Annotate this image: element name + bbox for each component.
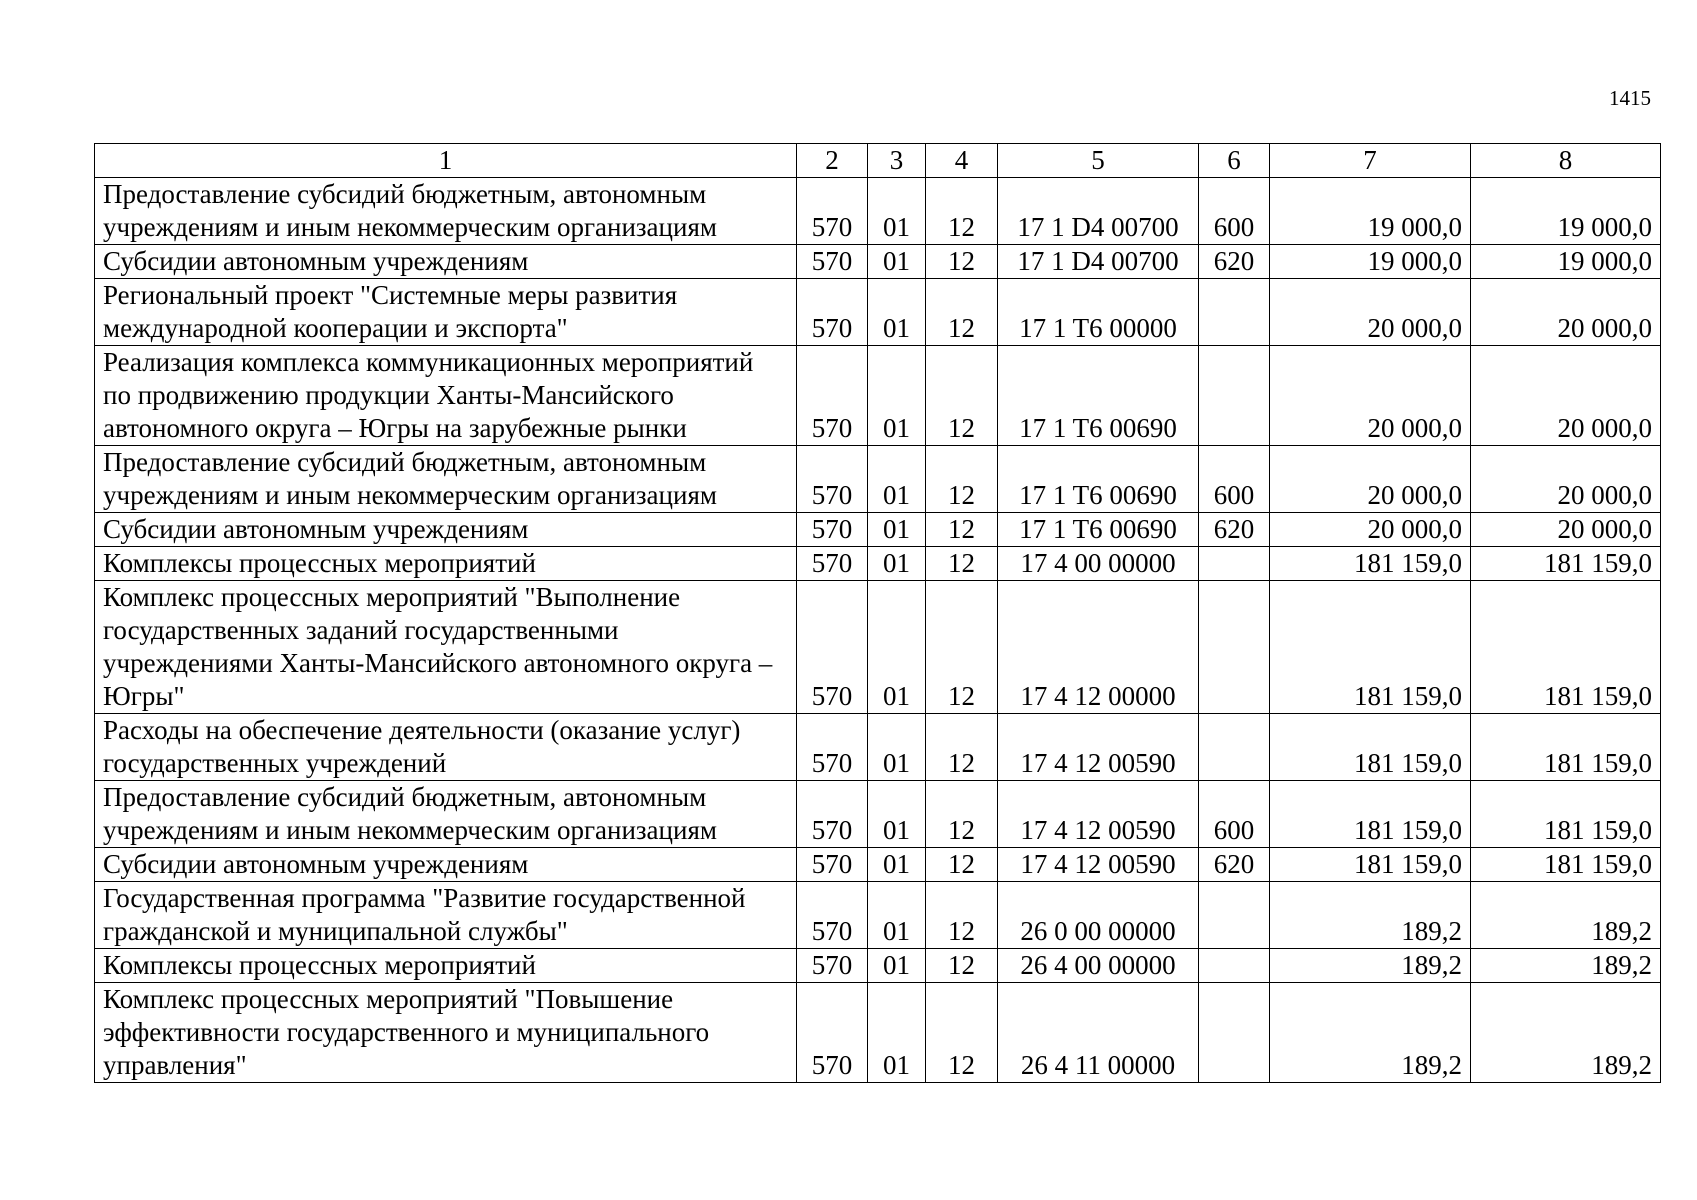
amount-cell: 19 000,0 [1471,245,1661,279]
table-row [95,949,1661,983]
amount-cell: 20 000,0 [1471,513,1661,547]
amount-cell: 181 159,0 [1471,547,1661,581]
amount-cell: 189,2 [1471,983,1661,1083]
table-row [95,714,1661,781]
subsection-code-cell: 12 [926,446,998,513]
expense-type-cell [1199,346,1270,446]
target-article-cell: 17 1 T6 00690 [998,346,1199,446]
amount-cell: 189,2 [1270,983,1471,1083]
amount-cell: 181 159,0 [1471,848,1661,882]
amount-cell: 181 159,0 [1471,714,1661,781]
ministry-code-cell: 570 [797,279,868,346]
expense-type-cell [1199,547,1270,581]
budget-table [94,143,1661,1083]
expense-type-cell: 600 [1199,178,1270,245]
expense-type-cell: 600 [1199,446,1270,513]
table-row [95,781,1661,848]
target-article-cell: 17 4 12 00590 [998,781,1199,848]
ministry-code-cell: 570 [797,346,868,446]
ministry-code-cell: 570 [797,178,868,245]
section-code-cell: 01 [868,547,926,581]
item-name-cell: Комплексы процессных мероприятий [95,949,797,983]
section-code-cell: 01 [868,882,926,949]
target-article-cell: 17 4 12 00590 [998,714,1199,781]
column-header: 1 [95,144,797,178]
amount-cell: 189,2 [1471,949,1661,983]
amount-cell: 19 000,0 [1471,178,1661,245]
target-article-cell: 17 4 12 00000 [998,581,1199,714]
amount-cell: 20 000,0 [1270,279,1471,346]
ministry-code-cell: 570 [797,714,868,781]
table-header [95,144,1661,178]
target-article-cell: 26 0 00 00000 [998,882,1199,949]
ministry-code-cell: 570 [797,848,868,882]
subsection-code-cell: 12 [926,781,998,848]
subsection-code-cell: 12 [926,882,998,949]
table-row [95,245,1661,279]
column-header: 5 [998,144,1199,178]
section-code-cell: 01 [868,513,926,547]
subsection-code-cell: 12 [926,714,998,781]
ministry-code-cell: 570 [797,547,868,581]
target-article-cell: 17 4 12 00590 [998,848,1199,882]
amount-cell: 20 000,0 [1270,513,1471,547]
subsection-code-cell: 12 [926,513,998,547]
ministry-code-cell: 570 [797,781,868,848]
item-name-cell: Предоставление субсидий бюджетным, автономным учреждениям и иным некоммерческим организациям [95,178,797,245]
section-code-cell: 01 [868,446,926,513]
ministry-code-cell: 570 [797,513,868,547]
amount-cell: 181 159,0 [1471,581,1661,714]
expense-type-cell [1199,949,1270,983]
table-row [95,279,1661,346]
amount-cell: 20 000,0 [1270,446,1471,513]
amount-cell: 189,2 [1270,882,1471,949]
section-code-cell: 01 [868,346,926,446]
table-row [95,446,1661,513]
item-name-cell: Субсидии автономным учреждениям [95,245,797,279]
item-name-cell: Региональный проект "Системные меры развития международной кооперации и экспорта" [95,279,797,346]
section-code-cell: 01 [868,949,926,983]
section-code-cell: 01 [868,245,926,279]
item-name-cell: Субсидии автономным учреждениям [95,513,797,547]
expense-type-cell: 620 [1199,848,1270,882]
amount-cell: 181 159,0 [1270,581,1471,714]
ministry-code-cell: 570 [797,983,868,1083]
section-code-cell: 01 [868,714,926,781]
table-body [95,178,1661,1083]
amount-cell: 181 159,0 [1471,781,1661,848]
expense-type-cell: 620 [1199,245,1270,279]
column-header: 4 [926,144,998,178]
section-code-cell: 01 [868,279,926,346]
section-code-cell: 01 [868,581,926,714]
item-name-cell: Комплекс процессных мероприятий "Повышение эффективности государственного и муниципального управления" [95,983,797,1083]
expense-type-cell [1199,279,1270,346]
amount-cell: 20 000,0 [1471,279,1661,346]
item-name-cell: Расходы на обеспечение деятельности (оказание услуг) государственных учреждений [95,714,797,781]
table-row [95,547,1661,581]
amount-cell: 181 159,0 [1270,848,1471,882]
amount-cell: 20 000,0 [1471,346,1661,446]
ministry-code-cell: 570 [797,882,868,949]
item-name-cell: Комплексы процессных мероприятий [95,547,797,581]
section-code-cell: 01 [868,983,926,1083]
table-row [95,513,1661,547]
expense-type-cell [1199,714,1270,781]
table-row [95,983,1661,1083]
amount-cell: 181 159,0 [1270,714,1471,781]
expense-type-cell [1199,983,1270,1083]
subsection-code-cell: 12 [926,983,998,1083]
item-name-cell: Комплекс процессных мероприятий "Выполнение государственных заданий государственными учреждениями Ханты-Мансийского автономного округа – Югры" [95,581,797,714]
item-name-cell: Предоставление субсидий бюджетным, автономным учреждениям и иным некоммерческим организациям [95,446,797,513]
target-article-cell: 17 1 T6 00690 [998,446,1199,513]
column-header: 8 [1471,144,1661,178]
ministry-code-cell: 570 [797,245,868,279]
subsection-code-cell: 12 [926,245,998,279]
table-row [95,346,1661,446]
column-header: 2 [797,144,868,178]
expense-type-cell [1199,581,1270,714]
amount-cell: 189,2 [1471,882,1661,949]
ministry-code-cell: 570 [797,581,868,714]
item-name-cell: Предоставление субсидий бюджетным, автономным учреждениям и иным некоммерческим организациям [95,781,797,848]
target-article-cell: 26 4 11 00000 [998,983,1199,1083]
target-article-cell: 17 1 D4 00700 [998,178,1199,245]
table-row [95,882,1661,949]
subsection-code-cell: 12 [926,346,998,446]
item-name-cell: Реализация комплекса коммуникационных мероприятий по продвижению продукции Ханты-Мансийского автономного округа – Югры на зарубежные рынки [95,346,797,446]
subsection-code-cell: 12 [926,178,998,245]
page-number: 1415 [1609,86,1651,110]
subsection-code-cell: 12 [926,848,998,882]
subsection-code-cell: 12 [926,581,998,714]
section-code-cell: 01 [868,178,926,245]
section-code-cell: 01 [868,781,926,848]
subsection-code-cell: 12 [926,949,998,983]
amount-cell: 19 000,0 [1270,245,1471,279]
table-row [95,848,1661,882]
ministry-code-cell: 570 [797,446,868,513]
table-row [95,178,1661,245]
amount-cell: 181 159,0 [1270,547,1471,581]
amount-cell: 20 000,0 [1471,446,1661,513]
amount-cell: 181 159,0 [1270,781,1471,848]
amount-cell: 19 000,0 [1270,178,1471,245]
target-article-cell: 17 1 D4 00700 [998,245,1199,279]
expense-type-cell: 600 [1199,781,1270,848]
target-article-cell: 17 4 00 00000 [998,547,1199,581]
item-name-cell: Субсидии автономным учреждениям [95,848,797,882]
target-article-cell: 17 1 T6 00690 [998,513,1199,547]
column-header: 6 [1199,144,1270,178]
target-article-cell: 26 4 00 00000 [998,949,1199,983]
amount-cell: 20 000,0 [1270,346,1471,446]
amount-cell: 189,2 [1270,949,1471,983]
section-code-cell: 01 [868,848,926,882]
target-article-cell: 17 1 T6 00000 [998,279,1199,346]
table-row [95,581,1661,714]
item-name-cell: Государственная программа "Развитие государственной гражданской и муниципальной службы" [95,882,797,949]
column-header: 3 [868,144,926,178]
subsection-code-cell: 12 [926,279,998,346]
expense-type-cell [1199,882,1270,949]
subsection-code-cell: 12 [926,547,998,581]
expense-type-cell: 620 [1199,513,1270,547]
ministry-code-cell: 570 [797,949,868,983]
header-row [95,144,1661,178]
column-header: 7 [1270,144,1471,178]
